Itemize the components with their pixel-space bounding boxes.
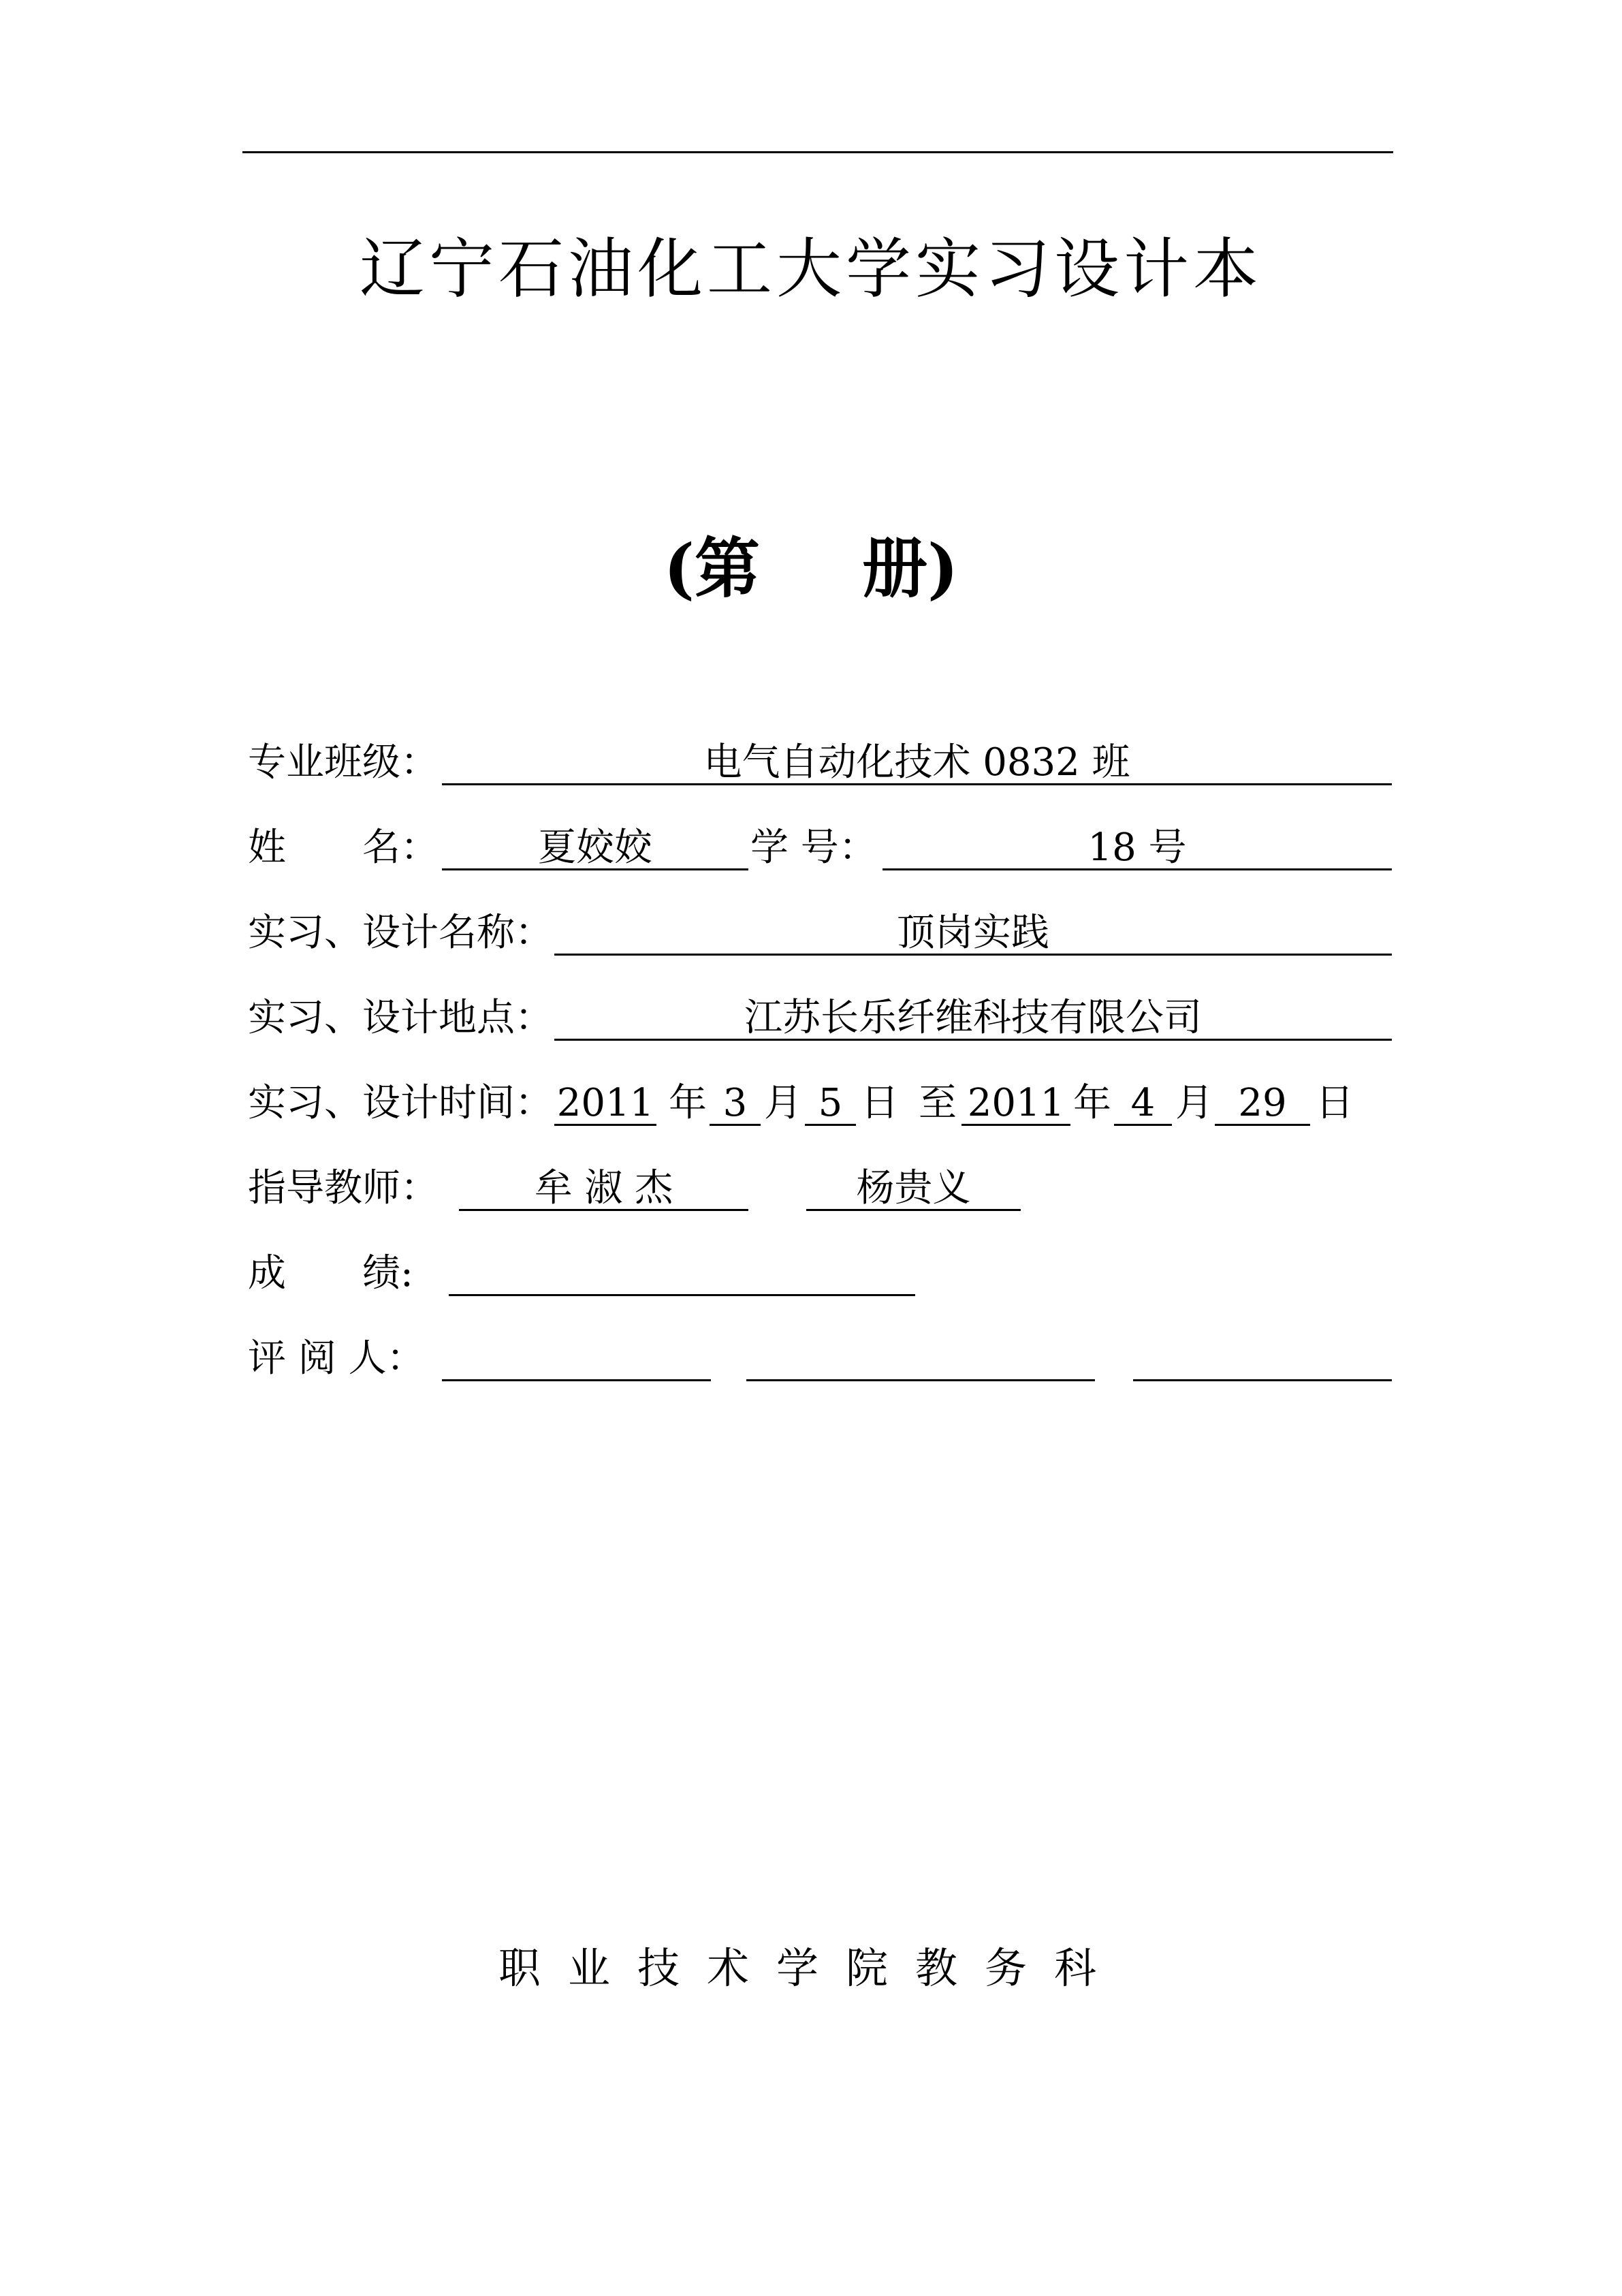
volume-open: (第 (663, 530, 760, 607)
end-month-char: 月 (1175, 1081, 1213, 1125)
start-year-field[interactable] (554, 1076, 656, 1126)
student-no-value: 18 号 (1087, 825, 1187, 870)
to-char: 至 (919, 1081, 957, 1125)
name-label: 姓 名： (248, 825, 439, 870)
end-month-value: 4 (1130, 1081, 1156, 1125)
advisor-row (248, 1161, 1392, 1216)
grade-row (248, 1246, 1392, 1301)
start-year-char: 年 (669, 1081, 707, 1125)
design-name-row (248, 906, 1392, 960)
end-day-value: 29 (1238, 1081, 1287, 1125)
major-class-value: 电气自动化技术 0832 班 (703, 740, 1130, 785)
design-time-row (248, 1076, 1392, 1131)
reviewer-field-3[interactable] (1133, 1332, 1392, 1381)
start-day-value: 5 (818, 1081, 843, 1125)
major-class-field[interactable] (442, 736, 1392, 785)
end-day-field[interactable] (1215, 1076, 1310, 1126)
design-name-value: 顶岗实践 (897, 911, 1049, 955)
name-field[interactable] (442, 821, 748, 870)
advisor-value-1: 牟 淑 杰 (534, 1166, 673, 1210)
grade-field[interactable] (449, 1246, 915, 1296)
name-row (248, 821, 1392, 875)
design-place-row (248, 991, 1392, 1045)
design-place-value: 江苏长乐纤维科技有限公司 (744, 996, 1202, 1040)
end-year-char: 年 (1073, 1081, 1111, 1125)
design-place-label: 实习、设计地点： (248, 996, 553, 1040)
end-month-field[interactable] (1114, 1076, 1172, 1126)
document-title: 辽宁石油化工大学实习设计本 (360, 231, 1262, 307)
end-year-value: 2011 (967, 1081, 1065, 1125)
reviewer-row (248, 1332, 1392, 1386)
grade-label: 成 绩: (248, 1251, 413, 1295)
name-value: 夏姣姣 (538, 825, 652, 870)
volume-heading (0, 524, 1622, 613)
reviewer-label: 评 阅 人： (248, 1336, 425, 1381)
advisor-field-2[interactable] (806, 1161, 1021, 1211)
top-rule (242, 151, 1393, 153)
end-day-char: 日 (1316, 1081, 1354, 1125)
student-no-field[interactable] (882, 821, 1392, 870)
design-place-field[interactable] (554, 991, 1392, 1041)
start-day-field[interactable] (805, 1076, 856, 1126)
start-month-char: 月 (764, 1081, 802, 1125)
advisor-label: 指导教师： (248, 1166, 439, 1210)
reviewer-field-2[interactable] (746, 1332, 1095, 1381)
start-month-field[interactable] (710, 1076, 761, 1126)
start-year-value: 2011 (556, 1081, 654, 1125)
major-class-label: 专业班级： (248, 740, 439, 785)
start-day-char: 日 (861, 1081, 899, 1125)
student-no-label: 学 号： (750, 825, 877, 870)
volume-close: 册) (862, 530, 959, 607)
issuer-footer: 职业技术学院教务科 (498, 1943, 1124, 1993)
major-class-row (248, 736, 1392, 790)
design-name-field[interactable] (554, 906, 1392, 956)
design-time-label: 实习、设计时间： (248, 1081, 553, 1125)
end-year-field[interactable] (961, 1076, 1070, 1126)
reviewer-field-1[interactable] (442, 1332, 711, 1381)
advisor-value-2: 杨贵义 (856, 1166, 971, 1210)
start-month-value: 3 (722, 1081, 748, 1125)
design-name-label: 实习、设计名称： (248, 911, 553, 955)
advisor-field-1[interactable] (459, 1161, 748, 1211)
